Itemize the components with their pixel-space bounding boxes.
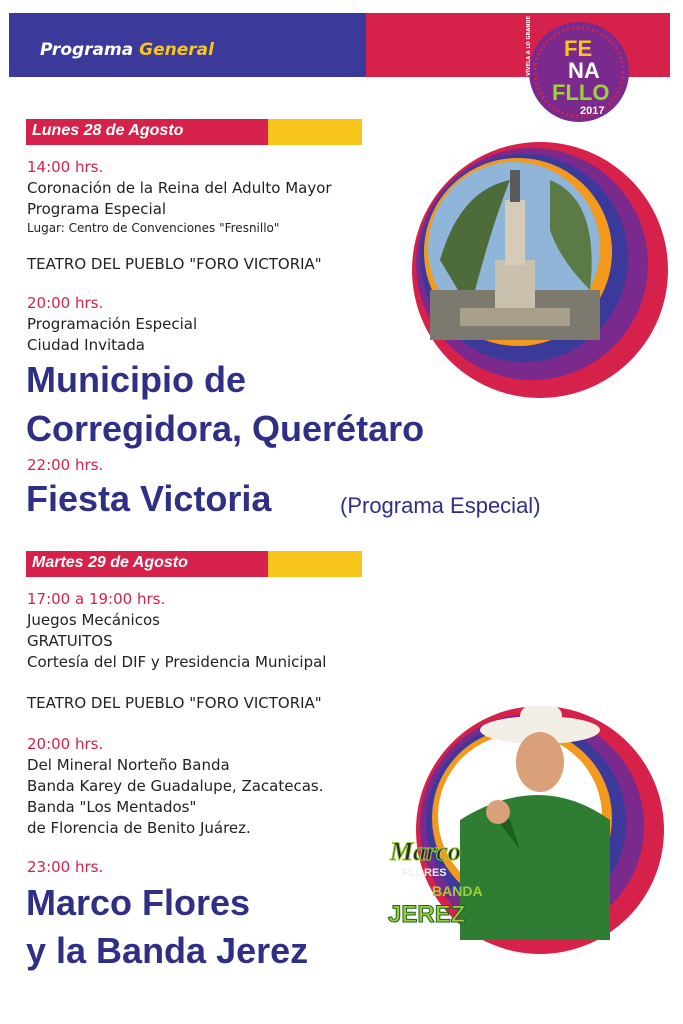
event-location: Lugar: Centro de Convenciones "Fresnillo" xyxy=(27,221,280,235)
artist-photo xyxy=(360,700,660,980)
venue-foro-victoria-2: TEATRO DEL PUEBLO "FORO VICTORIA" xyxy=(27,694,322,712)
event-free: GRATUITOS xyxy=(27,632,113,650)
date-bar-tuesday xyxy=(26,551,362,577)
event-special-programming: Programación Especial xyxy=(27,315,198,333)
time-2200: 22:00 hrs. xyxy=(27,456,104,474)
event-fiesta-victoria-note: (Programa Especial) xyxy=(340,493,541,518)
logo-year: 2017 xyxy=(580,105,605,117)
band-norteno: Del Mineral Norteño Banda xyxy=(27,756,230,774)
headliner-line1: Marco Flores xyxy=(26,882,251,923)
general-label: General xyxy=(139,40,214,60)
event-courtesy: Cortesía del DIF y Presidencia Municipal xyxy=(27,653,327,671)
date-tuesday: Martes 29 de Agosto xyxy=(32,554,188,571)
event-special-program: Programa Especial xyxy=(27,200,167,218)
guest-municipality-line2: Corregidora, Querétaro xyxy=(26,408,425,449)
date-bar-monday xyxy=(26,119,362,145)
time-2000-day1: 20:00 hrs. xyxy=(27,294,104,312)
band-karey: Banda Karey de Guadalupe, Zacatecas. xyxy=(27,777,324,795)
monument-photo xyxy=(400,140,670,410)
logo-text-fllo: FLLO xyxy=(552,80,610,105)
logo-text-na: NA xyxy=(568,58,600,83)
time-1700: 17:00 a 19:00 hrs. xyxy=(27,590,166,608)
date-monday: Lunes 28 de Agosto xyxy=(32,122,184,139)
time-1400: 14:00 hrs. xyxy=(27,158,104,176)
artist-logo-marco: Marco xyxy=(390,837,461,866)
event-guest-city: Ciudad Invitada xyxy=(27,336,145,354)
event-fiesta-victoria: Fiesta Victoria xyxy=(26,478,272,519)
venue-foro-victoria-1: TEATRO DEL PUEBLO "FORO VICTORIA" xyxy=(27,255,322,273)
logo-tagline: VÍVELA A LO GRANDE xyxy=(526,16,532,76)
logo-text-fe: FE xyxy=(564,36,593,61)
artist-logo-jerez: JEREZ xyxy=(388,901,466,928)
event-rides: Juegos Mecánicos xyxy=(27,611,160,629)
band-mentados-origin: de Florencia de Benito Juárez. xyxy=(27,819,251,837)
program-label: Programa xyxy=(40,40,134,60)
time-2000-day2: 20:00 hrs. xyxy=(27,735,104,753)
headliner-line2: y la Banda Jerez xyxy=(26,930,309,971)
band-mentados: Banda "Los Mentados" xyxy=(27,798,197,816)
artist-logo-flores: FLORES xyxy=(402,867,447,879)
program-title xyxy=(40,40,214,60)
guest-municipality-line1: Municipio de xyxy=(26,359,246,400)
event-coronation: Coronación de la Reina del Adulto Mayor xyxy=(27,179,332,197)
time-2300: 23:00 hrs. xyxy=(27,858,104,876)
fenafllo-logo xyxy=(528,16,630,128)
artist-logo-banda: BANDA xyxy=(432,883,483,899)
